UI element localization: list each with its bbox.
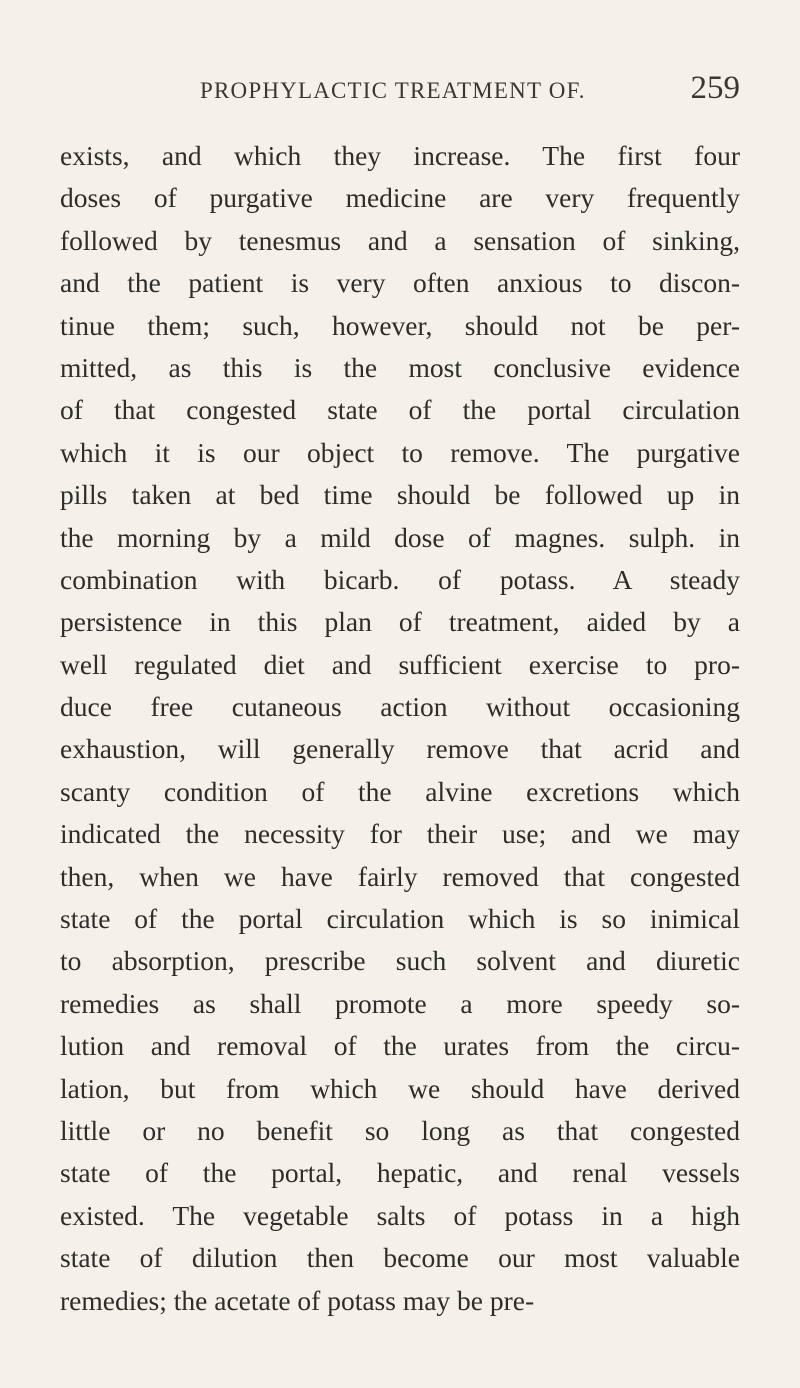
text-line: then, when we have fairly removed that congested (60, 860, 740, 892)
text-line: lution and removal of the urates from the circu- (60, 1030, 740, 1062)
text-line: remedies; the acetate of potass may be pre- (60, 1284, 535, 1316)
text-line: well regulated diet and sufficient exercise to pro- (60, 648, 740, 680)
text-line: to absorption, prescribe such solvent and diuretic (60, 945, 740, 977)
text-line: existed. The vegetable salts of potass in a high (60, 1199, 740, 1231)
text-line: remedies as shall promote a more speedy so- (60, 987, 740, 1019)
text-line: mitted, as this is the most conclusive evidence (60, 351, 740, 383)
text-line: duce free cutaneous action without occasioning (60, 691, 740, 723)
running-title: PROPHYLACTIC TREATMENT OF. (200, 78, 586, 103)
text-line: combination with bicarb. of potass. A steady (60, 563, 740, 595)
text-line: and the patient is very often anxious to discon- (60, 267, 740, 299)
text-line: which it is our object to remove. The purgative (60, 436, 740, 468)
page-number: 259 (690, 70, 740, 106)
text-line: pills taken at bed time should be followed up in (60, 479, 740, 511)
text-line: tinue them; such, however, should not be per- (60, 309, 740, 341)
text-line: state of dilution then become our most valuable (60, 1242, 740, 1274)
text-line: doses of purgative medicine are very frequently (60, 182, 740, 214)
text-line: of that congested state of the portal circulation (60, 394, 740, 426)
text-line: followed by tenesmus and a sensation of sinking, (60, 224, 740, 256)
text-line: state of the portal, hepatic, and renal vessels (60, 1157, 740, 1189)
text-line: little or no benefit so long as that congested (60, 1114, 740, 1146)
text-line: lation, but from which we should have derived (60, 1072, 740, 1104)
text-line: exists, and which they increase. The first four (60, 140, 740, 171)
text-line: exhaustion, will generally remove that acrid and (60, 733, 740, 765)
text-line: state of the portal circulation which is so inimical (60, 903, 740, 935)
text-line: the morning by a mild dose of magnes. sulph. in (60, 521, 740, 553)
text-line: scanty condition of the alvine excretions which (60, 775, 740, 807)
running-head (200, 70, 740, 114)
text-line: indicated the necessity for their use; and we may (60, 818, 740, 850)
body-text (60, 135, 740, 1322)
text-line: persistence in this plan of treatment, aided by a (60, 606, 740, 638)
